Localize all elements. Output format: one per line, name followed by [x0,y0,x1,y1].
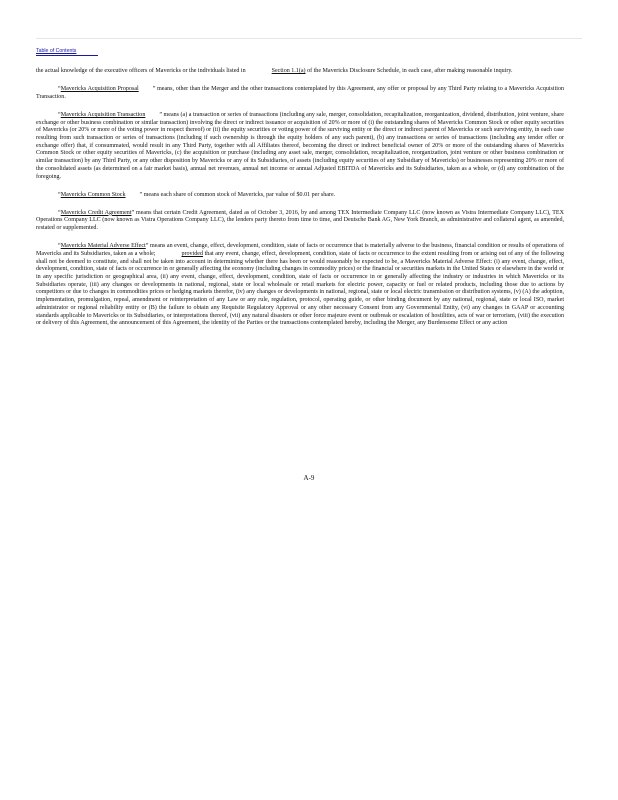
defined-term: Mavericks Acquisition Transaction [60,111,146,118]
provided-term: provided [181,250,203,257]
defined-term: Mavericks Acquisition Proposal [60,86,139,93]
definition-material-adverse-effect: “Mavericks Material Adverse Effect” means an event, change, effect, development, condition, state of facts or occurrence that is materially adverse to the business, financial condition or results of operations of Mavericks and its Subsidiaries, taken as a whole; provided that any event, change, effect, development, condition, state of facts or occurrence to the extent resulting from or arising out of any of the following shall not be deemed to constitute, and shall not be taken into account in determining whether there has been or would reasonably be expected to be, a Mavericks Material Adverse Effect: (i) any event, change, effect, development, condition, state of facts or occurrence in or generally affecting the economy (including changes in commodity prices) or the financial or securities markets in the United States or elsewhere in the world or in any specific jurisdiction or geographical area, (ii) any event, change, effect, development, condition, state of facts or occurrence in or generally affecting the industry or industries in which Mavericks or its Subsidiaries operate, (iii) any changes or developments in national, regional, state or local wholesale or retail markets for electric power, capacity or fuel or related products, including those due to actions by competitors or due to changes in commodities prices or hedging markets therefor, (iv) any changes or developments in national, regional, state or local electric transmission or distribution systems, (v) (A) the adoption, implementation, promulgation, repeal, amendment or reinterpretation of any Law or any rule, regulation, protocol, operating guide, or other binding document by any national, regional, state or local ISO, market administrator or regional reliability entity or (B) the failure to obtain any Requisite Regulatory Approval or any other necessary Consent from any Governmental Entity, (vi) any changes in GAAP or accounting standards applicable to Mavericks or its Subsidiaries, or interpretations thereof, (vii) any natural disasters or other force majeure event or outbreak or escalation of hostilities, acts of war or terrorism, (viii) the execution or delivery of this Agreement, the announcement of this Agreement, the identity of the Parties or the transactions contemplated hereby, including the Merger, any Burdensome Effect or any action [36,243,565,327]
section-reference: Section 1.1(a) [271,68,306,74]
toc-underline [36,55,98,56]
paragraph-knowledge-continuation: the actual knowledge of the executive officers of Mavericks or the individuals listed in Section 1.1(a) of the Mavericks Disclosure Schedule, in each case, after making reasonable inquiry. [36,68,513,74]
definition-common-stock: “Mavericks Common Stock ” means each share of common stock of Mavericks, par value of $0.01 per share. [58,191,336,198]
definition-credit-agreement: “Mavericks Credit Agreement” means that certain Credit Agreement, dated as of October 3, 2016, by and among TEX Intermediate Company LLC (now known as Vistra Intermediate Company LLC), TEX Operations Company LLC (now known as Vistra Operations Company LLC), the lenders party thereto from time to time, and Deutsche Bank AG, New York Branch, as administrative and collateral agent, as amended, restated or supplemented. [36,209,564,232]
defined-term: Mavericks Credit Agreement [60,209,132,216]
defined-term: Mavericks Material Adverse Effect [60,243,146,250]
document-body [36,68,564,338]
header-rule [36,38,582,39]
definition-acquisition-proposal: “Mavericks Acquisition Proposal ” means, other than the Merger and the other transactions contemplated by this Agreement, any offer or proposal by any Third Party relating to a Mavericks Acquisition Transaction. [36,86,564,100]
table-of-contents-link[interactable]: Table of Contents [36,48,77,54]
defined-term: Mavericks Common Stock [60,191,126,198]
definition-acquisition-transaction: “Mavericks Acquisition Transaction ” means (a) a transaction or series of transactions (including any sale, merger, consolidation, recapitalization, reorganization, dividend, distribution, joint venture, share exchange or other business combination or similar transaction) involving the direct or indirect issuance or acquisition of 20% or more of (i) the outstanding shares of Mavericks Common Stock or other equity securities of Mavericks (or 20% or more of the voting power in respect thereof) or (ii) the equity securities or voting power of the surviving entity or the direct or indirect parent of Mavericks or such surviving entity, in each case resulting from such transaction or series of transactions (including if such ownership is through the equity holders of any such parent), (b) any transactions or series of transactions (including any tender offer or exchange offer) that, if consummated, would result in any Third Party, together with all Affiliates thereof, becoming the direct or indirect beneficial owner of 20% or more of the outstanding shares of Mavericks Common Stock or other equity securities of Mavericks, (c) the acquisition or purchase (including any asset sale, merger, consolidation, recapitalization, reorganization, joint venture or other business combination or similar transaction) by any Third Party, or any other disposition by Mavericks or any of its Subsidiaries, of assets (including equity securities of any Subsidiary of Mavericks) or businesses representing 20% or more of the consolidated assets (as determined on a fair market basis), annual net revenues, annual net income or annual Adjusted EBITDA of Mavericks and its Subsidiaries, taken as a whole, or (d) any combination of the foregoing. [36,111,564,180]
page-number: A-9 [303,474,315,482]
